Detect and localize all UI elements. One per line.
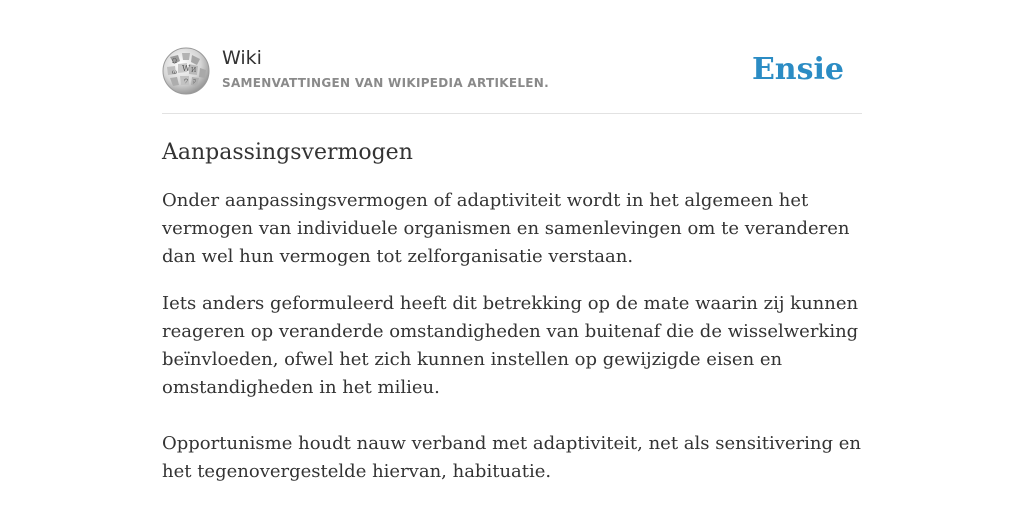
svg-text:W: W [182,64,191,73]
ensie-logo-link[interactable]: Ensie [751,52,844,87]
article-paragraph-2: Iets anders geformuleerd heeft dit betrekking op de mate waarin zij kunnen reageren op veranderde omstandigheden van buitenaf die de wisselwerking beïnvloeden, ofwel het zich kunnen instellen op gewijzigde eisen en omstandigheden in het milieu. Opportunisme houdt nauw verband met adaptiviteit, net als sensitivering en het tegenovergestelde hiervan, habituatie. [162,293,861,482]
svg-text:ウ: ウ [183,78,190,85]
wikipedia-globe-icon[interactable] [162,47,210,95]
svg-text:И: И [191,67,197,74]
site-name[interactable]: Wiki [222,47,262,69]
article [162,136,862,505]
article-paragraph-1: Onder aanpassingsvermogen of adaptiviteit wordt in het algemeen het vermogen van individuele organismen en samenlevingen om te veranderen dan wel hun vermogen tot zelforganisatie verstaan. [162,190,850,267]
svg-text:ω: ω [172,69,177,76]
article-title: Aanpassingsvermogen [162,140,413,165]
page [162,0,862,512]
svg-text:Ω: Ω [172,58,177,65]
site-header [162,44,862,102]
site-tagline: SAMENVATTINGEN VAN WIKIPEDIA ARTIKELEN. [222,76,549,90]
svg-text:ק: ק [193,78,197,85]
header-divider [162,113,862,114]
